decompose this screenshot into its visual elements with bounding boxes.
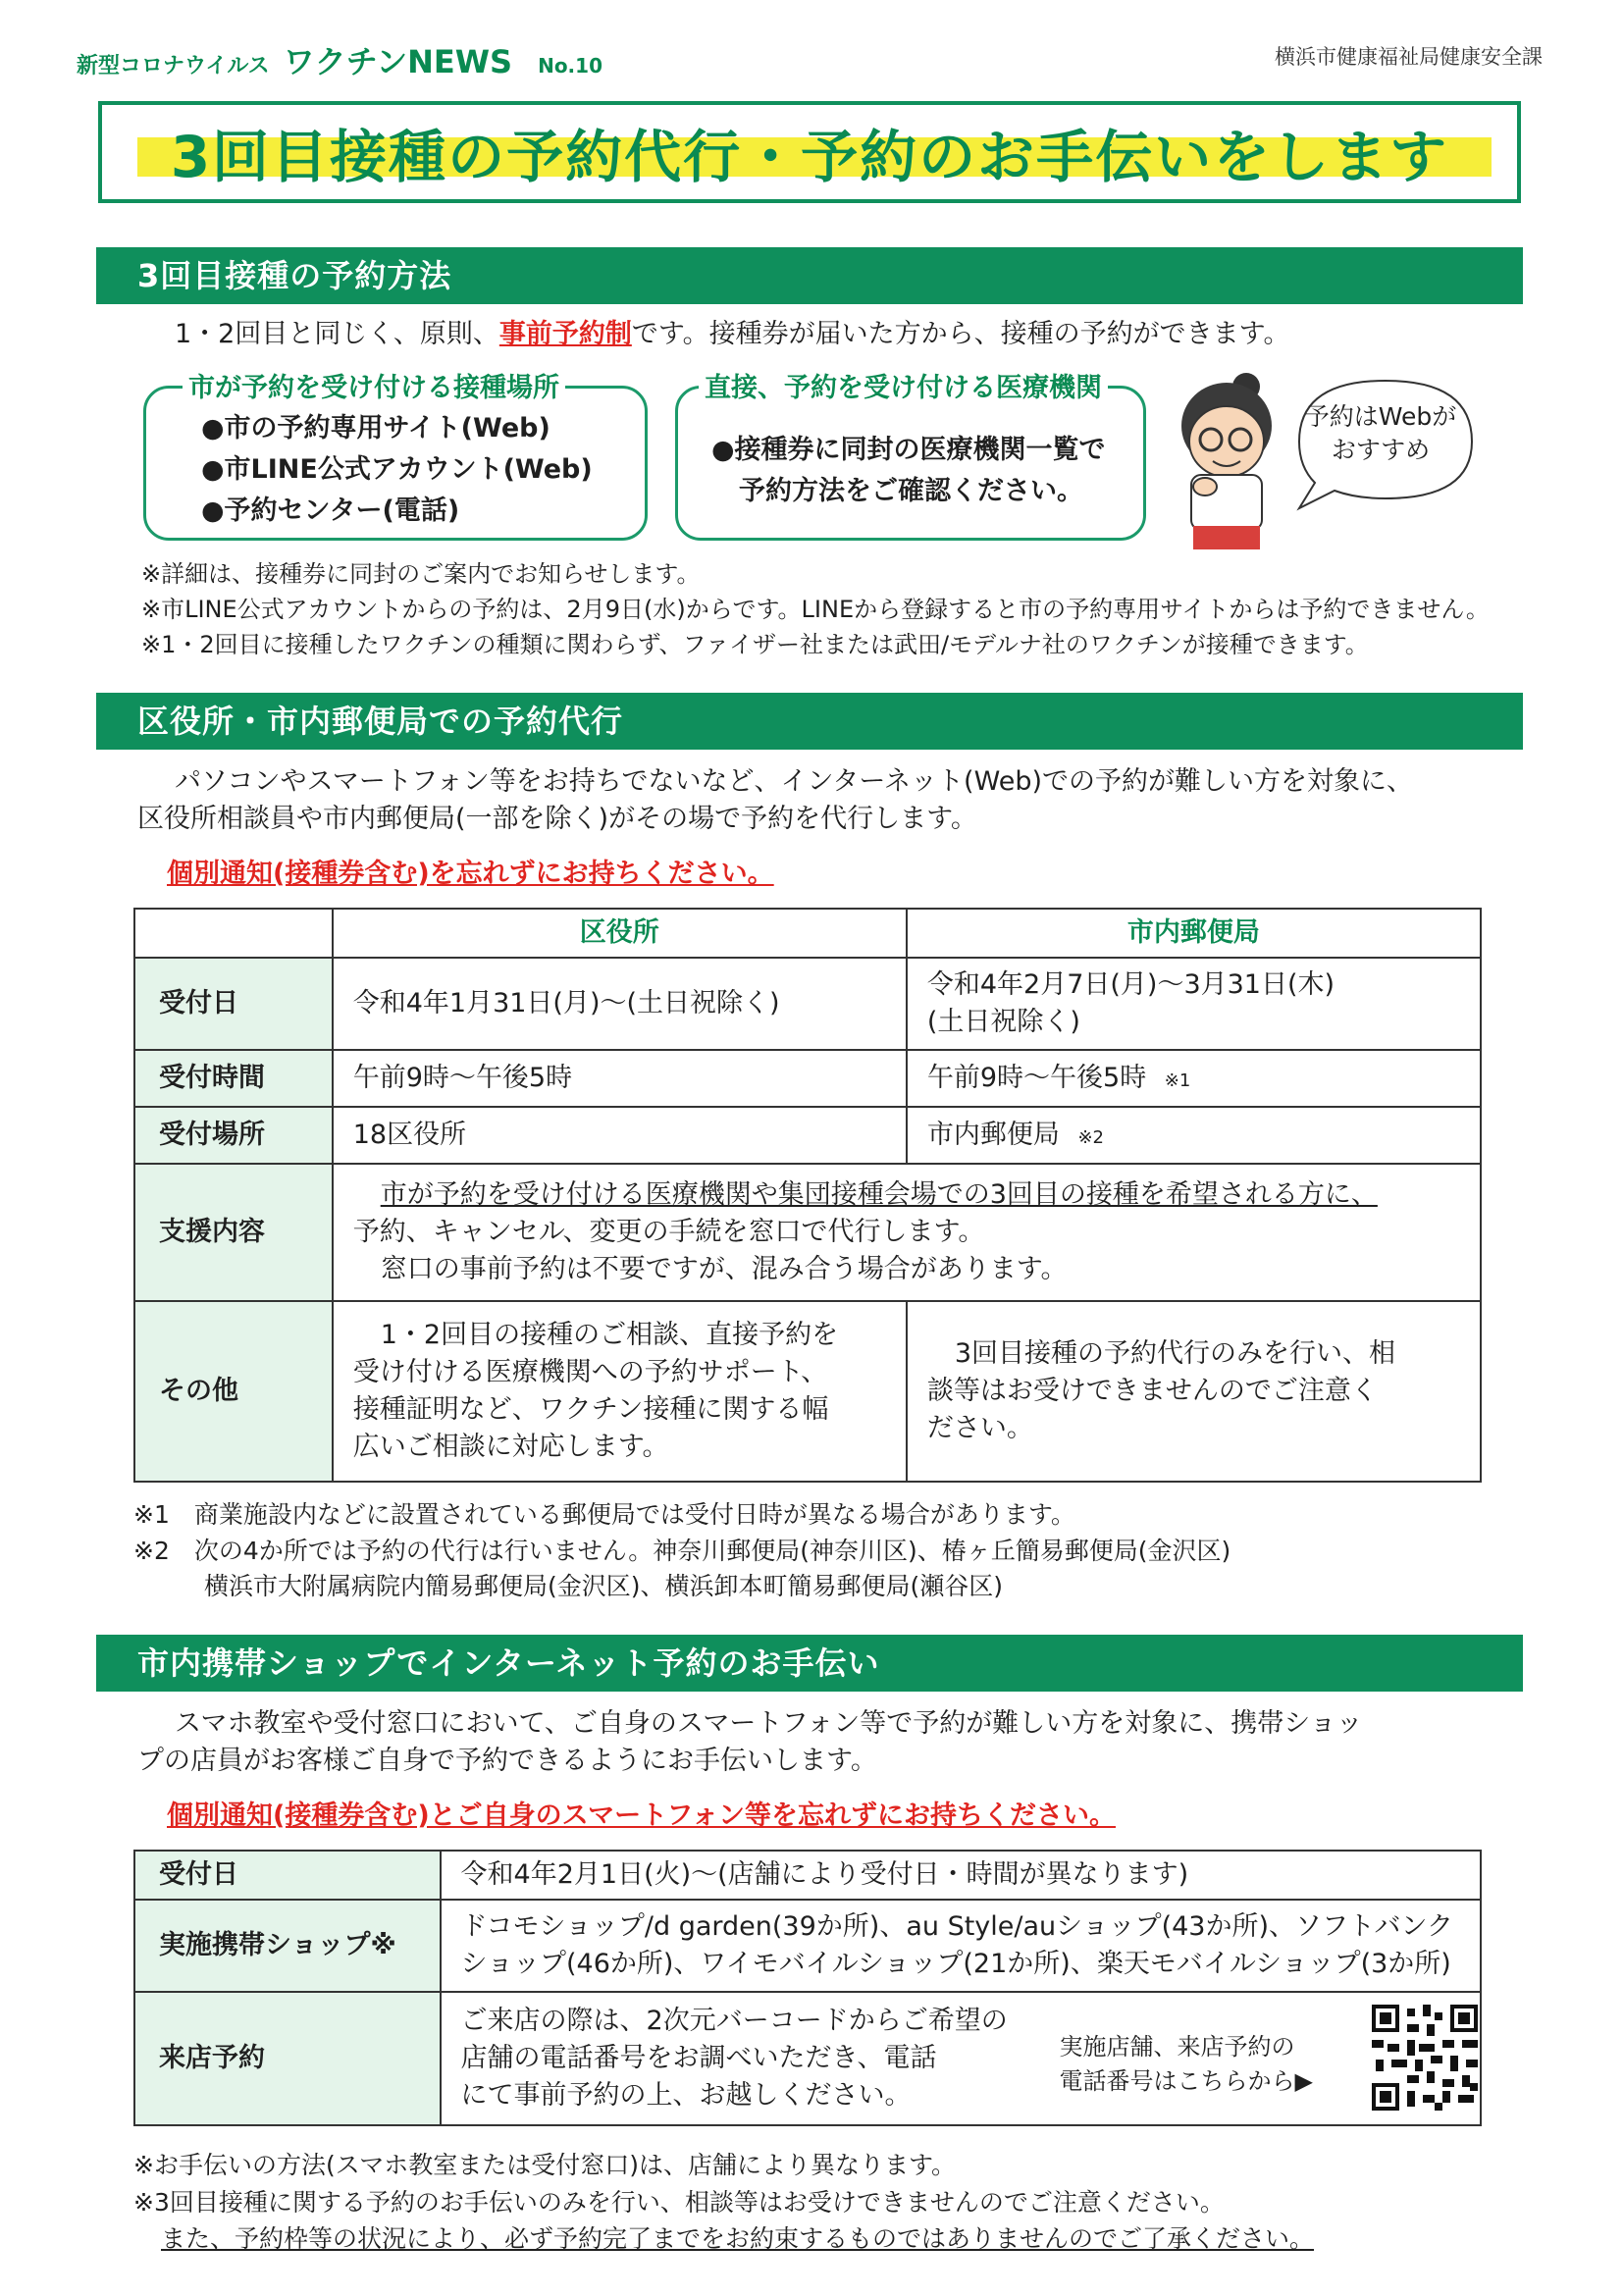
cell-date: 令和4年2月1日(火)〜(店舗により受付日・時間が異なります) (441, 1851, 1481, 1900)
other-line: 談等はお受けできませんのでご注意く (926, 1376, 1378, 1407)
clinic-reservation-box (675, 386, 1146, 541)
cell-place-ward: 18区役所 (333, 1107, 907, 1164)
row-label-visit: 来店予約 (134, 1992, 441, 2125)
advance-reservation-emphasis: 事前予約制 (498, 319, 632, 349)
proxy-reservation-table (133, 908, 1482, 1483)
cell-place-post (907, 1107, 1481, 1164)
section1-notes (141, 556, 1490, 662)
footnote-ref: ※1 (1164, 1070, 1191, 1092)
other-line: 広いご相談に対応します。 (352, 1431, 669, 1462)
list-item: ●市の予約専用サイト(Web) (201, 413, 550, 444)
section-heading-mobile-shop-help: 市内携帯ショップでインターネット予約のお手伝い (96, 1635, 1523, 1692)
row-label-place: 受付場所 (134, 1107, 333, 1164)
cell-date-post (907, 958, 1481, 1050)
cell-support (333, 1164, 1481, 1301)
newsletter-series (77, 37, 602, 82)
row-label-other: その他 (134, 1301, 333, 1482)
other-line: ださい。 (926, 1412, 1033, 1443)
bring-device-reminder: 個別通知(接種券含む)とご自身のスマートフォン等を忘れずにお持ちください。 (167, 1800, 1116, 1831)
other-line: 3回目接種の予約代行のみを行い、相 (954, 1338, 1396, 1370)
shops-line: ドコモショップ/d garden(39か所)、au Style/auショップ(43か所)、ソフトバンク (460, 1911, 1453, 1943)
row-label-shops: 実施携帯ショップ※ (134, 1900, 441, 1992)
cell-time-post (907, 1050, 1481, 1107)
bubble-line: 予約はWebが (1304, 402, 1457, 431)
issue-number: No.10 (538, 54, 602, 78)
visit-line: 店舗の電話番号をお調べいただき、電話 (460, 2043, 937, 2074)
series-name: 新型コロナウイルス (77, 54, 270, 78)
list-item: ●接種券に同封の医療機関一覧で (711, 435, 1106, 465)
row-label-time: 受付時間 (134, 1050, 333, 1107)
section1-intro (175, 316, 1290, 353)
bubble-line: おすすめ (1331, 435, 1431, 464)
intro-text: 1・2回目と同じく、原則、 (175, 319, 499, 349)
section3-intro (137, 1705, 1363, 1781)
city-reservation-box (143, 386, 648, 541)
intro-line: パソコンやスマートフォン等をお持ちでないなど、インターネット(Web)での予約が難しい方を対象に、 (175, 766, 1413, 797)
section2-intro (137, 763, 1413, 839)
section-heading-reservation-method: 3回目接種の予約方法 (96, 247, 1523, 304)
qr-code-icon[interactable] (1372, 2005, 1478, 2111)
section-heading-proxy-reservation: 区役所・市内郵便局での予約代行 (96, 693, 1523, 750)
cell-visit (441, 1992, 1481, 2125)
intro-line: プの店員がお客様ご自身で予約できるようにお手伝いします。 (137, 1746, 877, 1777)
note: ※市LINE公式アカウントからの予約は、2月9日(水)からです。LINEから登録すると市の予約専用サイトからは予約できません。 (141, 596, 1490, 623)
shops-line: ショップ(46か所)、ワイモバイルショップ(21か所)、楽天モバイルショップ(3か所) (460, 1949, 1451, 1979)
note: ※詳細は、接種券に同封のご案内でお知らせします。 (141, 560, 701, 588)
other-line: 受け付ける医療機関への予約サポート、 (352, 1357, 828, 1388)
intro-text-tail: です。接種券が届いた方から、接種の予約ができます。 (631, 319, 1290, 349)
publisher: 横浜市健康福祉局健康安全課 (1275, 45, 1543, 69)
place-post: 市内郵便局 (926, 1120, 1060, 1151)
cell-date-ward: 令和4年1月31日(月)〜(土日祝除く) (333, 958, 907, 1050)
series-news: ワクチンNEWS (283, 43, 513, 80)
list-item: ●予約センター(電話) (201, 495, 460, 526)
note: ※お手伝いの方法(スマホ教室または受付窓口)は、店舗により異なります。 (133, 2151, 956, 2179)
intro-line: 区役所相談員や市内郵便局(一部を除く)がその場で予約を代行します。 (137, 804, 977, 835)
intro-line: スマホ教室や受付窓口において、ご自身のスマートフォン等で予約が難しい方を対象に、携帯ショッ (175, 1708, 1363, 1739)
cell-time-ward: 午前9時〜午後5時 (333, 1050, 907, 1107)
section3-notes (133, 2147, 1314, 2258)
clinic-box-title: 直接、予約を受け付ける医療機関 (699, 366, 1108, 404)
qr-caption (1060, 2030, 1313, 2099)
date-post-line: (土日祝除く) (926, 1007, 1080, 1037)
support-line: 市が予約を受け付ける医療機関や集団接種会場での3回目の接種を希望される方に、 (380, 1179, 1378, 1211)
bring-notice-reminder: 個別通知(接種券含む)を忘れずにお持ちください。 (167, 859, 774, 889)
section2-notes (133, 1497, 1230, 1605)
note: ※3回目接種に関する予約のお手伝いのみを行い、相談等はお受けできませんのでご注意ください。 (133, 2187, 1225, 2217)
support-line: 予約、キャンセル、変更の手続を窓口で代行します。 (352, 1217, 985, 1248)
note: ※2 次の4か所では予約の代行は行いません。神奈川郵便局(神奈川区)、椿ヶ丘簡易郵便局(金沢区) (133, 1536, 1231, 1565)
cell-other-ward (333, 1301, 907, 1482)
visit-line: ご来店の際は、2次元バーコードからご希望の (460, 2006, 1008, 2037)
table-corner (134, 909, 333, 958)
date-post-line: 令和4年2月7日(月)〜3月31日(木) (926, 969, 1335, 1001)
speech-bubble-text (1297, 400, 1464, 467)
qr-caption-line: 電話番号はこちらから▶ (1059, 2066, 1313, 2095)
note: 横浜市大附属病院内簡易郵便局(金沢区)、横浜卸本町簡易郵便局(瀬谷区) (204, 1572, 1004, 1600)
mobile-shop-table (133, 1850, 1482, 2126)
support-line: 窓口の事前予約は不要ですが、混み合う場合があります。 (380, 1253, 1068, 1284)
note: また、予約枠等の状況により、必ず予約完了までをお約束するものではありませんのでご了承ください。 (161, 2224, 1315, 2253)
page-title: 3回目接種の予約代行・予約のお手伝いをします (170, 124, 1449, 190)
other-line: 1・2回目の接種のご相談、直接予約を (380, 1320, 839, 1351)
time-post: 午前9時〜午後5時 (926, 1063, 1147, 1094)
row-label-date: 受付日 (134, 958, 333, 1050)
other-line: 接種証明など、ワクチン接種に関する幅 (352, 1394, 829, 1425)
col-ward-office: 区役所 (333, 909, 907, 958)
cell-other-post (907, 1301, 1481, 1482)
qr-caption-line: 実施店舗、来店予約の (1059, 2033, 1295, 2061)
footnote-ref: ※2 (1077, 1127, 1104, 1149)
list-item: 予約方法をご確認ください。 (739, 475, 1083, 506)
row-label-date: 受付日 (134, 1851, 441, 1900)
list-item: ●市LINE公式アカウント(Web) (201, 453, 593, 485)
row-label-support: 支援内容 (134, 1164, 333, 1301)
visit-line: にて事前予約の上、お越しください。 (460, 2079, 912, 2111)
note: ※1・2回目に接種したワクチンの種類に関わらず、ファイザー社または武田/モデルナ社のワクチンが接種できます。 (141, 631, 1369, 658)
col-post-office: 市内郵便局 (907, 909, 1481, 958)
city-box-title: 市が予約を受け付ける接種場所 (183, 366, 565, 404)
cell-shops (441, 1900, 1481, 1992)
note: ※1 商業施設内などに設置されている郵便局では受付日時が異なる場合があります。 (133, 1500, 1075, 1529)
